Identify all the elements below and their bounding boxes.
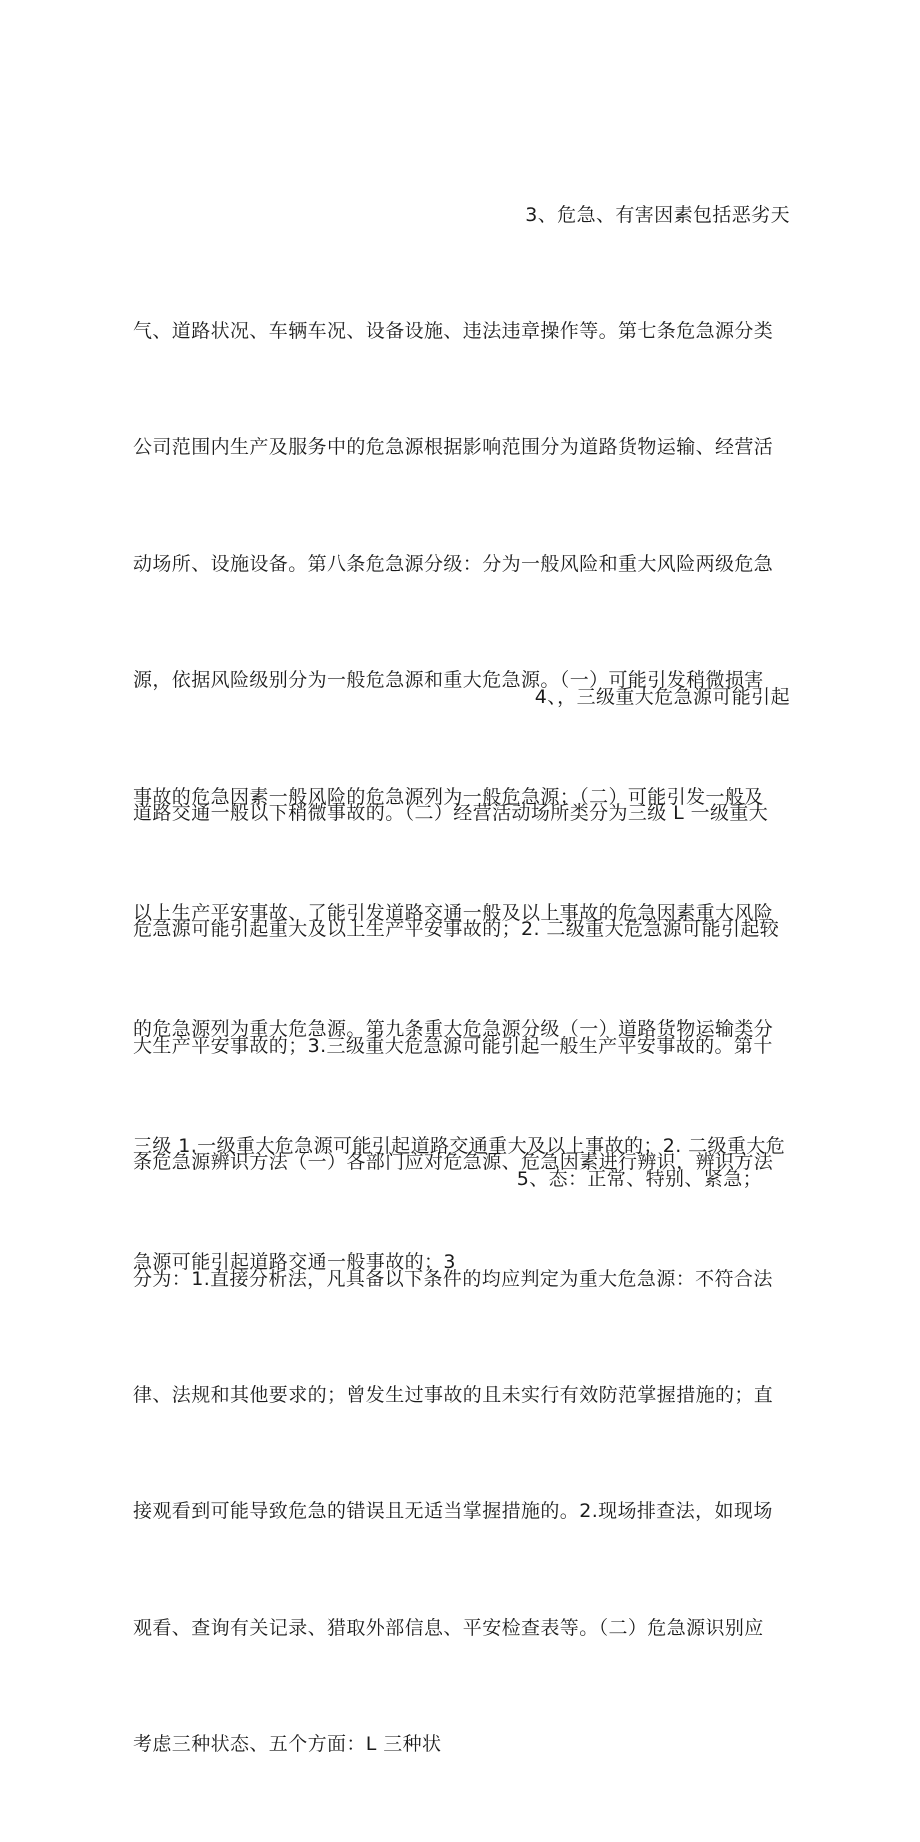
text-line: 4、，三级重大危急源可能引起 — [534, 685, 790, 708]
text-line: 三级 1.一级重大危急源可能引起道路交通重大及以上事故的；2. 二级重大危 — [133, 1134, 786, 1157]
text-line: 气、道路状况、车辆车况、设备设施、违法违章操作等。第七条危急源分类 — [133, 319, 774, 342]
text-line: 道路交通一般以下稍微事故的。（二）经营活动场所类分为三级 L 一级重大 — [133, 801, 769, 824]
text-line: 公司范围内生产及服务中的危急源根据影响范围分为道路货物运输、经营活 — [133, 436, 774, 459]
text-line: 动场所、设施设备。第八条危急源分级：分为一般风险和重大风险两级危急 — [133, 552, 774, 575]
text-line: 3、危急、有害因素包括恶劣天 — [525, 203, 790, 226]
text-line: 以上生产平安事故、了能引发道路交通一般及以上事故的危急因素重大风险 — [133, 901, 774, 924]
text-line: 接观看到可能导致危急的错误且无适当掌握措施的。2.现场排查法，如现场 — [133, 1500, 773, 1523]
text-line: 律、法规和其他要求的；曾发生过事故的且未实行有效防范掌握措施的；直 — [133, 1383, 774, 1406]
text-line: 急源可能引起道路交通一般事故的；3 — [133, 1251, 456, 1274]
text-line: 分为：1.直接分析法，凡具备以下条件的均应判定为重大危急源：不符合法 — [133, 1267, 773, 1290]
text-line: 观看、查询有关记录、猎取外部信息、平安检查表等。（二）危急源识别应 — [133, 1616, 764, 1639]
text-line: 危急源可能引起重大及以上生产平安事故的；2. 二级重大危急源可能引起较 — [133, 918, 780, 941]
text-line: 的危急源列为重大危急源。第九条重大危急源分级（一）道路货物运输类分 — [133, 1018, 774, 1041]
text-line: 条危急源辨识方法（一）各部门应对危急源、危急因素进行辨识，辨识方法 — [133, 1151, 774, 1174]
text-line: 源，依据风险级别分为一般危急源和重大危急源。（一）可能引发稍微损害 — [133, 669, 764, 692]
text-line: 大生产平安事故的；3.三级重大危急源可能引起一般生产平安事故的。第十 — [133, 1034, 773, 1057]
text-line: 5、态：正常、特别、紧急； — [516, 1167, 762, 1190]
paragraph-5 — [133, 1082, 790, 1276]
text-line: 考虑三种状态、五个方面：L 三种状 — [133, 1733, 442, 1756]
text-line: 事故的危急因素一般风险的危急源列为一般危急源；（二）可能引发一般及 — [133, 785, 764, 808]
